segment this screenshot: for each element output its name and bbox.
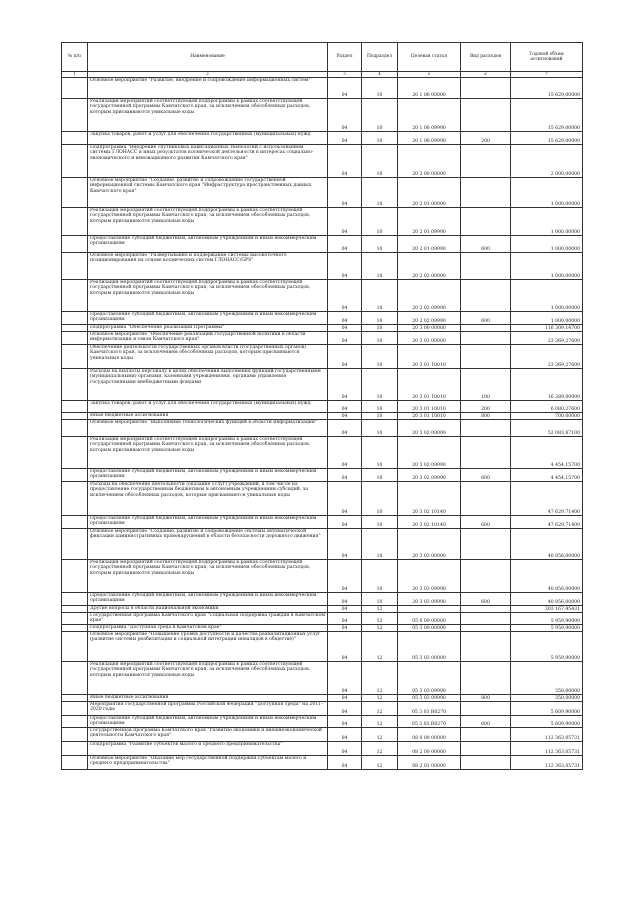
column-number: 6: [461, 72, 511, 78]
cell-razdel: 04: [328, 482, 362, 516]
cell-summa: 47 629,71400: [511, 482, 583, 516]
cell-name: Основное мероприятие "Развитие, внедрение и сопровождение информационных систем": [88, 78, 328, 99]
cell-vid-rashodov: [461, 756, 511, 770]
cell-razdel: 04: [328, 99, 362, 132]
cell-name: Подпрограмма "Развитие субъектов малого и среднего предпринимательства": [88, 742, 328, 756]
cell-podrazdel: 12: [362, 613, 398, 625]
cell-vid-rashodov: 100: [461, 369, 511, 401]
cell-celevaya-statya: 20 2 01 00000: [398, 178, 461, 208]
cell-razdel: 04: [328, 716, 362, 728]
cell-celevaya-statya: 20 3 03 09990: [398, 560, 461, 593]
cell-summa: 15 629,00000: [511, 78, 583, 99]
cell-vid-rashodov: [461, 325, 511, 332]
cell-podrazdel: 10: [362, 99, 398, 132]
cell-summa: 5 959,90000: [511, 613, 583, 625]
header-name: Наименование: [88, 43, 328, 72]
cell-summa: 40 856,00000: [511, 593, 583, 606]
cell-vid-rashodov: 600: [461, 469, 511, 482]
cell-num: [62, 742, 88, 756]
cell-summa: 5 609,90000: [511, 716, 583, 728]
table-row: [62, 469, 583, 482]
cell-summa: 16 389,00000: [511, 369, 583, 401]
cell-celevaya-statya: 05 3 03 R0270: [398, 716, 461, 728]
cell-razdel: 04: [328, 756, 362, 770]
cell-razdel: 04: [328, 253, 362, 280]
cell-summa: 15 629,00000: [511, 132, 583, 145]
cell-num: [62, 437, 88, 469]
column-number: 7: [511, 72, 583, 78]
cell-podrazdel: 10: [362, 208, 398, 236]
cell-num: [62, 728, 88, 742]
cell-vid-rashodov: [461, 208, 511, 236]
cell-num: [62, 99, 88, 132]
cell-vid-rashodov: 600: [461, 716, 511, 728]
cell-razdel: 04: [328, 529, 362, 560]
cell-podrazdel: 10: [362, 413, 398, 420]
cell-vid-rashodov: [461, 632, 511, 662]
cell-razdel: 04: [328, 516, 362, 529]
table-row: [62, 716, 583, 728]
cell-celevaya-statya: 20 3 01 10010: [398, 369, 461, 401]
cell-podrazdel: 10: [362, 516, 398, 529]
cell-razdel: 04: [328, 420, 362, 437]
table-row: [62, 560, 583, 593]
cell-summa: 700,00000: [511, 413, 583, 420]
cell-razdel: 04: [328, 613, 362, 625]
cell-num: [62, 625, 88, 632]
cell-razdel: 04: [328, 632, 362, 662]
cell-razdel: 04: [328, 178, 362, 208]
cell-razdel: 04: [328, 437, 362, 469]
cell-celevaya-statya: 20 2 02 09990: [398, 312, 461, 325]
cell-name: Предоставление субсидий бюджетным, автономным учреждениям и иным некоммерческим организациям: [88, 312, 328, 325]
cell-podrazdel: 12: [362, 606, 398, 613]
cell-podrazdel: 10: [362, 132, 398, 145]
header-razdel: Раздел: [328, 43, 362, 72]
cell-name: Реализация мероприятий соответствующей подпрограммы в рамках соответствующей государственной программы Камчатского края, за исключением обособленных расходов, которым присваиваются уникальные коды: [88, 208, 328, 236]
cell-celevaya-statya: 20 3 01 10010: [398, 413, 461, 420]
table-row: [62, 420, 583, 437]
cell-podrazdel: 10: [362, 253, 398, 280]
cell-name: Расходы на обеспечение деятельности (оказание услуг) учреждений, в том числе на предоставление государственным бюджетным и автономным учреждениям субсидий, за исключением обособленных расходов, которым присваиваются уникальные коды: [88, 482, 328, 516]
cell-celevaya-statya: 20 1 06 09990: [398, 99, 461, 132]
table-row: [62, 325, 583, 332]
cell-vid-rashodov: [461, 420, 511, 437]
cell-vid-rashodov: [461, 560, 511, 593]
cell-podrazdel: 10: [362, 401, 398, 413]
cell-summa: 47 629,71400: [511, 516, 583, 529]
cell-vid-rashodov: [461, 613, 511, 625]
cell-vid-rashodov: 600: [461, 312, 511, 325]
cell-podrazdel: 12: [362, 625, 398, 632]
cell-podrazdel: 12: [362, 632, 398, 662]
cell-razdel: 04: [328, 702, 362, 716]
cell-summa: 1 000,00000: [511, 253, 583, 280]
cell-celevaya-statya: 08 0 00 00000: [398, 728, 461, 742]
cell-num: [62, 132, 88, 145]
cell-num: [62, 280, 88, 312]
cell-celevaya-statya: 20 3 03 00000: [398, 529, 461, 560]
cell-name: Основное мероприятие "Обеспечение реализации государственной политики в области информатизации и связи Камчатского края": [88, 332, 328, 345]
cell-celevaya-statya: 08 2 00 00000: [398, 742, 461, 756]
cell-vid-rashodov: 600: [461, 516, 511, 529]
header-summa: Годовой объем ассигнований: [511, 43, 583, 72]
cell-podrazdel: 10: [362, 145, 398, 178]
table-row: [62, 312, 583, 325]
cell-celevaya-statya: 20 3 02 09990: [398, 437, 461, 469]
cell-razdel: 04: [328, 695, 362, 702]
cell-celevaya-statya: 20 1 06 00000: [398, 78, 461, 99]
cell-vid-rashodov: 800: [461, 695, 511, 702]
cell-razdel: 04: [328, 208, 362, 236]
cell-name: Основное мероприятие "Развертывание и поддержание системы высокоточного позиционирования на основе космических систем ГЛОНАСС/GPS": [88, 253, 328, 280]
cell-vid-rashodov: 600: [461, 236, 511, 253]
cell-num: [62, 401, 88, 413]
table-row: [62, 482, 583, 516]
cell-razdel: 04: [328, 742, 362, 756]
cell-celevaya-statya: 20 2 02 00000: [398, 253, 461, 280]
table-row: [62, 332, 583, 345]
header-celevaya-statya: Целевая статья: [398, 43, 461, 72]
cell-celevaya-statya: 05 3 03 00000: [398, 632, 461, 662]
cell-celevaya-statya: 20 3 01 10010: [398, 401, 461, 413]
table-row: [62, 695, 583, 702]
cell-vid-rashodov: [461, 332, 511, 345]
cell-name: Предоставление субсидий бюджетным, автономным учреждениям и иным некоммерческим организациям: [88, 236, 328, 253]
cell-celevaya-statya: 20 3 02 10140: [398, 482, 461, 516]
cell-name: Государственная программа Камчатского края "Социальная поддержка граждан в Камчатском крае": [88, 613, 328, 625]
cell-num: [62, 613, 88, 625]
cell-podrazdel: 10: [362, 469, 398, 482]
cell-num: [62, 236, 88, 253]
cell-num: [62, 253, 88, 280]
cell-podrazdel: 10: [362, 280, 398, 312]
budget-table-page: [61, 42, 582, 770]
cell-name: Закупка товаров, работ и услуг для обеспечения государственных (муниципальных) нужд: [88, 132, 328, 145]
table-row: [62, 728, 583, 742]
cell-summa: 1 000,00000: [511, 208, 583, 236]
table-row: [62, 606, 583, 613]
cell-summa: 52 083,87100: [511, 420, 583, 437]
cell-num: [62, 702, 88, 716]
cell-celevaya-statya: 05 3 03 09990: [398, 695, 461, 702]
cell-razdel: 04: [328, 593, 362, 606]
cell-name: Закупка товаров, работ и услуг для обеспечения государственных (муниципальных) нужд: [88, 401, 328, 413]
cell-num: [62, 756, 88, 770]
cell-num: [62, 632, 88, 662]
cell-name: Основное мероприятие "Создание, развитие и сопровождение системы автоматической фиксации административных правонарушений в области безопасности дорожного движения": [88, 529, 328, 560]
cell-summa: 5 609,90000: [511, 702, 583, 716]
table-row: [62, 78, 583, 99]
cell-summa: 303 167,45431: [511, 606, 583, 613]
cell-num: [62, 145, 88, 178]
cell-summa: 2 000,00000: [511, 145, 583, 178]
cell-num: [62, 178, 88, 208]
cell-summa: 5 959,90000: [511, 632, 583, 662]
cell-vid-rashodov: [461, 482, 511, 516]
cell-podrazdel: 10: [362, 482, 398, 516]
cell-name: Другие вопросы в области национальной экономики: [88, 606, 328, 613]
cell-name: Реализация мероприятий соответствующей подпрограммы в рамках соответствующей государственной программы Камчатского края, за исключением обособленных расходов, которым присваиваются уникальные коды: [88, 662, 328, 695]
cell-num: [62, 369, 88, 401]
header-num: № п/п: [62, 43, 88, 72]
cell-name: Подпрограмма "Внедрение спутниковых навигационных технологий с использованием системы ГЛОНАСС и иных результатов космической деятельности в интересах социально-экономического и инновационного развития Камчатского края": [88, 145, 328, 178]
cell-vid-rashodov: [461, 728, 511, 742]
cell-num: [62, 345, 88, 369]
cell-razdel: 04: [328, 662, 362, 695]
cell-podrazdel: 12: [362, 742, 398, 756]
cell-celevaya-statya: 20 3 02 00000: [398, 420, 461, 437]
cell-summa: 15 629,00000: [511, 99, 583, 132]
cell-vid-rashodov: [461, 99, 511, 132]
cell-vid-rashodov: 800: [461, 413, 511, 420]
cell-podrazdel: 10: [362, 325, 398, 332]
cell-razdel: 04: [328, 145, 362, 178]
table-row: [62, 742, 583, 756]
cell-name: Реализация мероприятий соответствующей подпрограммы в рамках соответствующей государственной программы Камчатского края, за исключением обособленных расходов, которым присваиваются уникальные коды: [88, 280, 328, 312]
cell-summa: 350,00000: [511, 695, 583, 702]
cell-razdel: 04: [328, 78, 362, 99]
cell-name: Мероприятия государственной программы Российской Федерации "Доступная среда" на 2011-2020 годы: [88, 702, 328, 716]
cell-name: Обеспечение деятельности государственных органов власти (государственных органов) Камчатского края, за исключением обособленных расходов, которым присваиваются уникальные коды: [88, 345, 328, 369]
cell-num: [62, 413, 88, 420]
cell-num: [62, 716, 88, 728]
cell-vid-rashodov: 600: [461, 593, 511, 606]
cell-celevaya-statya: 05 3 03 09990: [398, 662, 461, 695]
header-vid-rashodov: Вид расходов: [461, 43, 511, 72]
cell-num: [62, 482, 88, 516]
cell-num: [62, 516, 88, 529]
cell-celevaya-statya: 20 2 02 09990: [398, 280, 461, 312]
cell-razdel: 04: [328, 132, 362, 145]
cell-num: [62, 606, 88, 613]
cell-name: Реализация мероприятий соответствующей подпрограммы в рамках соответствующей государственной программы Камчатского края, за исключением обособленных расходов, которым присваиваются уникальные коды: [88, 99, 328, 132]
cell-vid-rashodov: [461, 662, 511, 695]
cell-name: Основное мероприятие "Создание, развитие и сопровождение государственной информационной системы Камчатского края "Инфраструктура пространственных данных Камчатского края": [88, 178, 328, 208]
table-row: [62, 280, 583, 312]
cell-vid-rashodov: [461, 253, 511, 280]
table-row: [62, 593, 583, 606]
cell-celevaya-statya: 20 2 01 09990: [398, 236, 461, 253]
cell-podrazdel: 10: [362, 78, 398, 99]
column-number: 3: [328, 72, 362, 78]
cell-razdel: 04: [328, 325, 362, 332]
cell-name: Предоставление субсидий бюджетным, автономным учреждениям и иным некоммерческим организациям: [88, 516, 328, 529]
cell-podrazdel: 10: [362, 437, 398, 469]
cell-vid-rashodov: [461, 178, 511, 208]
cell-celevaya-statya: 20 3 02 10140: [398, 516, 461, 529]
cell-summa: 350,00000: [511, 662, 583, 695]
cell-razdel: 04: [328, 469, 362, 482]
cell-podrazdel: 10: [362, 332, 398, 345]
cell-podrazdel: 10: [362, 420, 398, 437]
cell-razdel: 04: [328, 345, 362, 369]
header-podrazdel: Подраздел: [362, 43, 398, 72]
cell-podrazdel: 10: [362, 369, 398, 401]
column-number: 2: [88, 72, 328, 78]
cell-num: [62, 208, 88, 236]
table-header-row: [62, 43, 583, 72]
cell-name: Основное мероприятие "Выполнение технологических функций в области информатизации": [88, 420, 328, 437]
cell-podrazdel: 10: [362, 529, 398, 560]
cell-vid-rashodov: [461, 606, 511, 613]
cell-num: [62, 662, 88, 695]
cell-podrazdel: 10: [362, 178, 398, 208]
cell-vid-rashodov: [461, 345, 511, 369]
cell-celevaya-statya: 20 2 00 00000: [398, 145, 461, 178]
cell-summa: 4 454,15700: [511, 437, 583, 469]
cell-name: Реализация мероприятий соответствующей подпрограммы в рамках соответствующей государственной программы Камчатского края, за исключением обособленных расходов, которым присваиваются уникальные коды: [88, 437, 328, 469]
cell-razdel: 04: [328, 280, 362, 312]
cell-podrazdel: 12: [362, 695, 398, 702]
cell-summa: 4 454,15700: [511, 469, 583, 482]
table-row: [62, 401, 583, 413]
cell-razdel: 04: [328, 606, 362, 613]
cell-celevaya-statya: 20 3 00 00000: [398, 325, 461, 332]
table-row: [62, 662, 583, 695]
table-row: [62, 132, 583, 145]
column-number: 1: [62, 72, 88, 78]
cell-num: [62, 695, 88, 702]
cell-celevaya-statya: 20 3 01 00000: [398, 332, 461, 345]
cell-summa: 6 080,27600: [511, 401, 583, 413]
cell-name: Основное мероприятие "Повышение уровня доступности и качества реабилитационных услуг (развитие системы реабилитации и социальной интеграции инвалидов в обществе)": [88, 632, 328, 662]
cell-summa: 116 309,14700: [511, 325, 583, 332]
table-body: [62, 78, 583, 770]
cell-celevaya-statya: 20 3 01 10010: [398, 345, 461, 369]
cell-razdel: 04: [328, 625, 362, 632]
cell-vid-rashodov: [461, 742, 511, 756]
cell-name: Предоставление субсидий бюджетным, автономным учреждениям и иным некоммерческим организациям: [88, 469, 328, 482]
table-row: [62, 345, 583, 369]
table-row: [62, 613, 583, 625]
cell-num: [62, 312, 88, 325]
table-row: [62, 253, 583, 280]
cell-num: [62, 325, 88, 332]
cell-summa: 40 856,00000: [511, 529, 583, 560]
cell-vid-rashodov: [461, 529, 511, 560]
cell-vid-rashodov: [461, 437, 511, 469]
cell-summa: 1 000,00000: [511, 236, 583, 253]
cell-name: Реализация мероприятий соответствующей подпрограммы в рамках соответствующей государственной программы Камчатского края, за исключением обособленных расходов, которым присваиваются уникальные коды: [88, 560, 328, 593]
cell-podrazdel: 12: [362, 756, 398, 770]
cell-razdel: 04: [328, 236, 362, 253]
cell-vid-rashodov: [461, 78, 511, 99]
cell-summa: 112 363,05731: [511, 756, 583, 770]
cell-celevaya-statya: 08 2 01 00000: [398, 756, 461, 770]
cell-razdel: 04: [328, 332, 362, 345]
cell-num: [62, 529, 88, 560]
cell-celevaya-statya: 20 2 01 09990: [398, 208, 461, 236]
cell-celevaya-statya: [398, 606, 461, 613]
cell-podrazdel: 12: [362, 716, 398, 728]
cell-vid-rashodov: 200: [461, 401, 511, 413]
table-row: [62, 625, 583, 632]
table-row: [62, 145, 583, 178]
cell-vid-rashodov: [461, 625, 511, 632]
cell-name: Подпрограмма "Доступная среда в Камчатском крае": [88, 625, 328, 632]
table-row: [62, 529, 583, 560]
cell-num: [62, 560, 88, 593]
cell-num: [62, 332, 88, 345]
cell-podrazdel: 12: [362, 662, 398, 695]
cell-podrazdel: 10: [362, 312, 398, 325]
cell-name: Иные бюджетные ассигнования: [88, 695, 328, 702]
cell-celevaya-statya: 05 0 00 00000: [398, 613, 461, 625]
cell-vid-rashodov: 200: [461, 132, 511, 145]
cell-podrazdel: 12: [362, 702, 398, 716]
cell-name: Подпрограмма "Обеспечение реализации Программы": [88, 325, 328, 332]
cell-summa: 1 000,00000: [511, 312, 583, 325]
cell-summa: 1 000,00000: [511, 178, 583, 208]
cell-vid-rashodov: [461, 280, 511, 312]
cell-celevaya-statya: 20 3 03 09990: [398, 593, 461, 606]
table-row: [62, 632, 583, 662]
cell-razdel: 04: [328, 560, 362, 593]
cell-name: Предоставление субсидий бюджетным, автономным учреждениям и иным некоммерческим организациям: [88, 593, 328, 606]
cell-podrazdel: 12: [362, 728, 398, 742]
cell-name: Государственная программа Камчатского края "Развитие экономики и внешнеэкономической деятельности Камчатского края": [88, 728, 328, 742]
column-number: 4: [362, 72, 398, 78]
cell-podrazdel: 10: [362, 345, 398, 369]
cell-name: Предоставление субсидий бюджетным, автономным учреждениям и иным некоммерческим организациям: [88, 716, 328, 728]
table-row: [62, 208, 583, 236]
cell-vid-rashodov: [461, 702, 511, 716]
table-row: [62, 702, 583, 716]
cell-podrazdel: 10: [362, 236, 398, 253]
cell-razdel: 04: [328, 312, 362, 325]
table-row: [62, 756, 583, 770]
table-row: [62, 437, 583, 469]
table-row: [62, 178, 583, 208]
cell-name: Основное мероприятие "Оказание мер государственной поддержки субъектам малого и среднего предпринимательства": [88, 756, 328, 770]
cell-razdel: 04: [328, 369, 362, 401]
table-row: [62, 516, 583, 529]
cell-summa: 5 959,90000: [511, 625, 583, 632]
cell-name: Иные бюджетные ассигнования: [88, 413, 328, 420]
cell-razdel: 04: [328, 401, 362, 413]
cell-podrazdel: 10: [362, 593, 398, 606]
cell-num: [62, 469, 88, 482]
cell-num: [62, 593, 88, 606]
cell-razdel: 04: [328, 728, 362, 742]
cell-summa: 40 856,00000: [511, 560, 583, 593]
table-row: [62, 99, 583, 132]
cell-celevaya-statya: 05 3 03 R0270: [398, 702, 461, 716]
cell-num: [62, 78, 88, 99]
cell-podrazdel: 10: [362, 560, 398, 593]
cell-razdel: 04: [328, 413, 362, 420]
cell-vid-rashodov: [461, 145, 511, 178]
cell-summa: 23 369,27600: [511, 345, 583, 369]
budget-table: [61, 42, 583, 770]
column-number: 5: [398, 72, 461, 78]
cell-summa: 1 000,00000: [511, 280, 583, 312]
table-row: [62, 369, 583, 401]
cell-summa: 23 369,27600: [511, 332, 583, 345]
cell-summa: 112 363,05731: [511, 742, 583, 756]
table-row: [62, 236, 583, 253]
cell-celevaya-statya: 20 3 02 09990: [398, 469, 461, 482]
cell-celevaya-statya: 20 1 06 09990: [398, 132, 461, 145]
cell-num: [62, 420, 88, 437]
table-row: [62, 413, 583, 420]
cell-summa: 112 363,05731: [511, 728, 583, 742]
cell-celevaya-statya: 05 3 00 00000: [398, 625, 461, 632]
cell-name: Расходы на выплаты персоналу в целях обеспечения выполнения функций государственными (муниципальными) органами, казенными учреждениями, органами управления государственными внебюджетными фондами: [88, 369, 328, 401]
